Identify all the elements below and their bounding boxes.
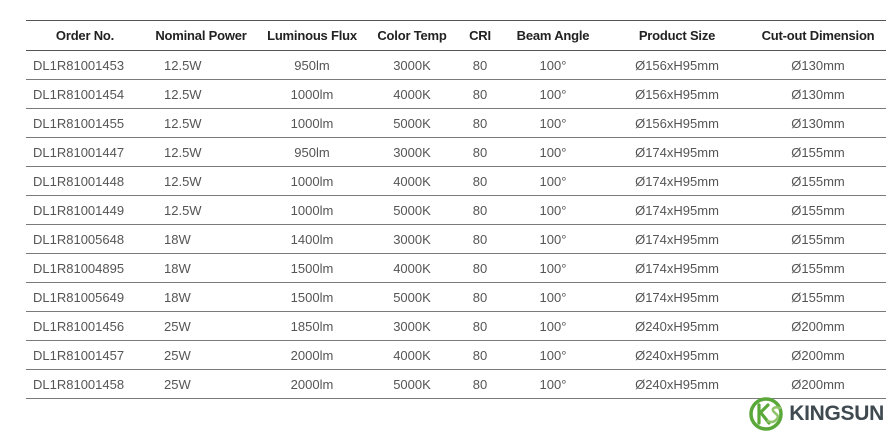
cell-color-temp: 3000K [366, 312, 458, 341]
cell-cri: 80 [458, 370, 502, 399]
cell-luminous-flux: 2000lm [258, 341, 366, 370]
cell-nominal-power: 12.5W [144, 167, 258, 196]
table-row [26, 312, 886, 341]
cell-beam-angle: 100° [502, 138, 604, 167]
cell-order-no: DL1R81001458 [26, 370, 144, 399]
cell-beam-angle: 100° [502, 109, 604, 138]
cell-cutout-dimension: Ø130mm [750, 51, 886, 80]
cell-color-temp: 3000K [366, 138, 458, 167]
cell-color-temp: 4000K [366, 341, 458, 370]
cell-nominal-power: 12.5W [144, 80, 258, 109]
kingsun-logo [747, 395, 884, 433]
table-row [26, 341, 886, 370]
cell-luminous-flux: 1000lm [258, 196, 366, 225]
cell-cri: 80 [458, 167, 502, 196]
cell-luminous-flux: 1000lm [258, 109, 366, 138]
cell-beam-angle: 100° [502, 254, 604, 283]
cell-beam-angle: 100° [502, 312, 604, 341]
cell-product-size: Ø156xH95mm [604, 109, 750, 138]
cell-cri: 80 [458, 312, 502, 341]
cell-color-temp: 5000K [366, 370, 458, 399]
table-body [26, 51, 886, 399]
cell-luminous-flux: 1000lm [258, 167, 366, 196]
cell-cutout-dimension: Ø200mm [750, 370, 886, 399]
column-header-nominal-power: Nominal Power [144, 21, 258, 51]
cell-color-temp: 4000K [366, 167, 458, 196]
column-header-beam-angle: Beam Angle [502, 21, 604, 51]
cell-beam-angle: 100° [502, 225, 604, 254]
cell-color-temp: 4000K [366, 80, 458, 109]
cell-luminous-flux: 1500lm [258, 283, 366, 312]
cell-product-size: Ø240xH95mm [604, 312, 750, 341]
cell-beam-angle: 100° [502, 283, 604, 312]
cell-cutout-dimension: Ø155mm [750, 283, 886, 312]
cell-order-no: DL1R81001455 [26, 109, 144, 138]
column-header-order-no: Order No. [26, 21, 144, 51]
kingsun-ks-logo-icon [747, 395, 787, 433]
cell-order-no: DL1R81001447 [26, 138, 144, 167]
cell-order-no: DL1R81005648 [26, 225, 144, 254]
cell-beam-angle: 100° [502, 196, 604, 225]
table-row [26, 167, 886, 196]
logo-text: KINGSUN [789, 402, 884, 425]
cell-nominal-power: 18W [144, 225, 258, 254]
cell-product-size: Ø174xH95mm [604, 254, 750, 283]
cell-beam-angle: 100° [502, 370, 604, 399]
cell-color-temp: 3000K [366, 51, 458, 80]
cell-product-size: Ø240xH95mm [604, 341, 750, 370]
cell-cutout-dimension: Ø155mm [750, 167, 886, 196]
table-row [26, 283, 886, 312]
cell-cri: 80 [458, 138, 502, 167]
cell-luminous-flux: 950lm [258, 51, 366, 80]
cell-order-no: DL1R81001456 [26, 312, 144, 341]
cell-cri: 80 [458, 109, 502, 138]
header-row [26, 21, 886, 51]
column-header-cutout-dimension: Cut-out Dimension [750, 21, 886, 51]
cell-luminous-flux: 1400lm [258, 225, 366, 254]
cell-luminous-flux: 1500lm [258, 254, 366, 283]
cell-cri: 80 [458, 283, 502, 312]
cell-cri: 80 [458, 254, 502, 283]
cell-product-size: Ø174xH95mm [604, 225, 750, 254]
column-header-color-temp: Color Temp [366, 21, 458, 51]
cell-luminous-flux: 2000lm [258, 370, 366, 399]
column-header-luminous-flux: Luminous Flux [258, 21, 366, 51]
cell-order-no: DL1R81005649 [26, 283, 144, 312]
cell-order-no: DL1R81001457 [26, 341, 144, 370]
cell-color-temp: 3000K [366, 225, 458, 254]
cell-product-size: Ø174xH95mm [604, 167, 750, 196]
cell-order-no: DL1R81001454 [26, 80, 144, 109]
cell-color-temp: 4000K [366, 254, 458, 283]
cell-luminous-flux: 1000lm [258, 80, 366, 109]
cell-cutout-dimension: Ø155mm [750, 196, 886, 225]
table-row [26, 80, 886, 109]
cell-order-no: DL1R81001448 [26, 167, 144, 196]
cell-order-no: DL1R81004895 [26, 254, 144, 283]
column-header-cri: CRI [458, 21, 502, 51]
cell-cutout-dimension: Ø130mm [750, 80, 886, 109]
table-row [26, 109, 886, 138]
cell-cutout-dimension: Ø200mm [750, 312, 886, 341]
cell-cri: 80 [458, 341, 502, 370]
cell-product-size: Ø156xH95mm [604, 51, 750, 80]
cell-luminous-flux: 950lm [258, 138, 366, 167]
cell-cri: 80 [458, 225, 502, 254]
cell-luminous-flux: 1850lm [258, 312, 366, 341]
cell-nominal-power: 12.5W [144, 109, 258, 138]
cell-nominal-power: 25W [144, 312, 258, 341]
cell-color-temp: 5000K [366, 283, 458, 312]
cell-nominal-power: 12.5W [144, 196, 258, 225]
spec-table [26, 20, 886, 399]
cell-cutout-dimension: Ø130mm [750, 109, 886, 138]
cell-cri: 80 [458, 80, 502, 109]
cell-cutout-dimension: Ø155mm [750, 254, 886, 283]
cell-color-temp: 5000K [366, 109, 458, 138]
cell-cutout-dimension: Ø155mm [750, 225, 886, 254]
table-row [26, 138, 886, 167]
cell-nominal-power: 25W [144, 341, 258, 370]
cell-color-temp: 5000K [366, 196, 458, 225]
cell-beam-angle: 100° [502, 80, 604, 109]
cell-beam-angle: 100° [502, 167, 604, 196]
table-header [26, 21, 886, 51]
cell-product-size: Ø174xH95mm [604, 196, 750, 225]
cell-cutout-dimension: Ø155mm [750, 138, 886, 167]
cell-product-size: Ø174xH95mm [604, 283, 750, 312]
cell-order-no: DL1R81001453 [26, 51, 144, 80]
cell-beam-angle: 100° [502, 341, 604, 370]
cell-nominal-power: 12.5W [144, 138, 258, 167]
cell-product-size: Ø240xH95mm [604, 370, 750, 399]
cell-cri: 80 [458, 196, 502, 225]
cell-nominal-power: 18W [144, 283, 258, 312]
column-header-product-size: Product Size [604, 21, 750, 51]
cell-nominal-power: 18W [144, 254, 258, 283]
cell-order-no: DL1R81001449 [26, 196, 144, 225]
cell-cutout-dimension: Ø200mm [750, 341, 886, 370]
table-row [26, 254, 886, 283]
cell-product-size: Ø174xH95mm [604, 138, 750, 167]
table-row [26, 225, 886, 254]
cell-nominal-power: 25W [144, 370, 258, 399]
table-row [26, 51, 886, 80]
table-row [26, 196, 886, 225]
cell-nominal-power: 12.5W [144, 51, 258, 80]
cell-product-size: Ø156xH95mm [604, 80, 750, 109]
cell-cri: 80 [458, 51, 502, 80]
cell-beam-angle: 100° [502, 51, 604, 80]
